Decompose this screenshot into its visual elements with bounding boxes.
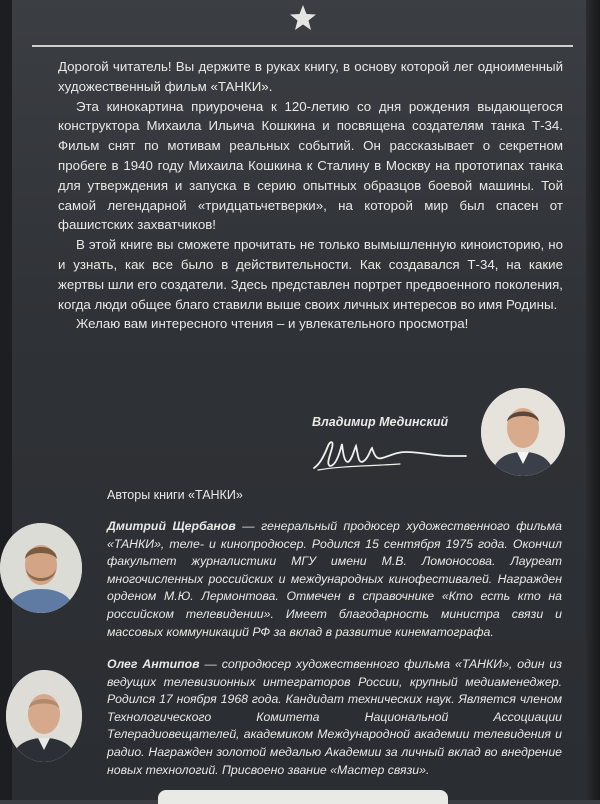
divider-rule xyxy=(32,45,573,47)
foreword-paragraph: Эта кинокартина приурочена к 120-летию со дня рождения выдающегося конструктора Михаила Ильича Кошкина и посвящена создателям танка Т-34. Фильм снят по мотивам реальных событий. Он рассказывает о секретном пробеге в 1940 году Михаила Кошкина к Сталину в Москву на прототипах танка для утверждения и запуска в серию опытных образцов боевой машины. Той самой легендарной «тридцатьчетверки», на которой мир был спасен от фашистских захватчиков! xyxy=(58,98,563,233)
avatar-antipov xyxy=(6,670,82,762)
foreword-text xyxy=(58,57,563,334)
author-bio xyxy=(107,656,562,779)
author-bio-text: — сопродюсер художественного фильма «ТАНКИ», один из ведущих телевизионных интеграторов России, крупный медиаменеджер. Родился 17 ноября 1968 года. Кандидат технических наук. Является членом Технологического Комитета Национальной Ассоциации Телерадиовещателей, академиком Международной академии телевидения и радио. Награжден золотой медалью Академии за личный вклад во внедрение новых технологий. Присвоено звание «Мастер связи». xyxy=(107,657,562,777)
cover-left-edge xyxy=(0,0,12,800)
author-bio-text: — генеральный продюсер художественного фильма «ТАНКИ», теле- и кинопродюсер. Родился 15 сентября 1975 года. Окончил факультет журналистики МГУ имени М.В. Ломоносова. Лауреат многочисленных российских и международных кинофестивалей. Награжден орденом М.Ю. Лермонтова. Отмечен в справочнике «Кто есть кто на российском телевидении». Имеет благодарность министра связи и массовых коммуникаций РФ за вклад в развитие кинематографа. xyxy=(107,519,562,639)
author-bio xyxy=(107,518,562,641)
star-icon xyxy=(289,4,317,32)
signatory-name: Владимир Мединский xyxy=(312,415,449,429)
foreword-paragraph: Дорогой читатель! Вы держите в руках книгу, в основу которой лег одноименный художественный фильм «ТАНКИ». xyxy=(58,59,563,94)
foreword-paragraph: Желаю вам интересного чтения – и увлекательного просмотра! xyxy=(76,316,469,332)
foreword-paragraph: В этой книге вы сможете прочитать не только вымышленную киноисторию, но и узнать, как все было в действительности. Как создавался Т-34, на какие жертвы шли его создатели. Здесь представлен портрет предвоенного поколения, когда люди общее благо ставили выше своих личных интересов во имя Родины. xyxy=(58,237,563,312)
author-name: Олег Антипов xyxy=(107,657,200,671)
authors-heading: Авторы книги «ТАНКИ» xyxy=(107,488,243,502)
cover-right-edge xyxy=(586,0,600,800)
avatar-medinsky xyxy=(481,388,565,476)
handwritten-signature xyxy=(310,436,470,472)
avatar-shcherbanov xyxy=(0,523,82,613)
author-name: Дмитрий Щербанов xyxy=(107,519,236,533)
bottom-tab-edge xyxy=(158,790,448,804)
